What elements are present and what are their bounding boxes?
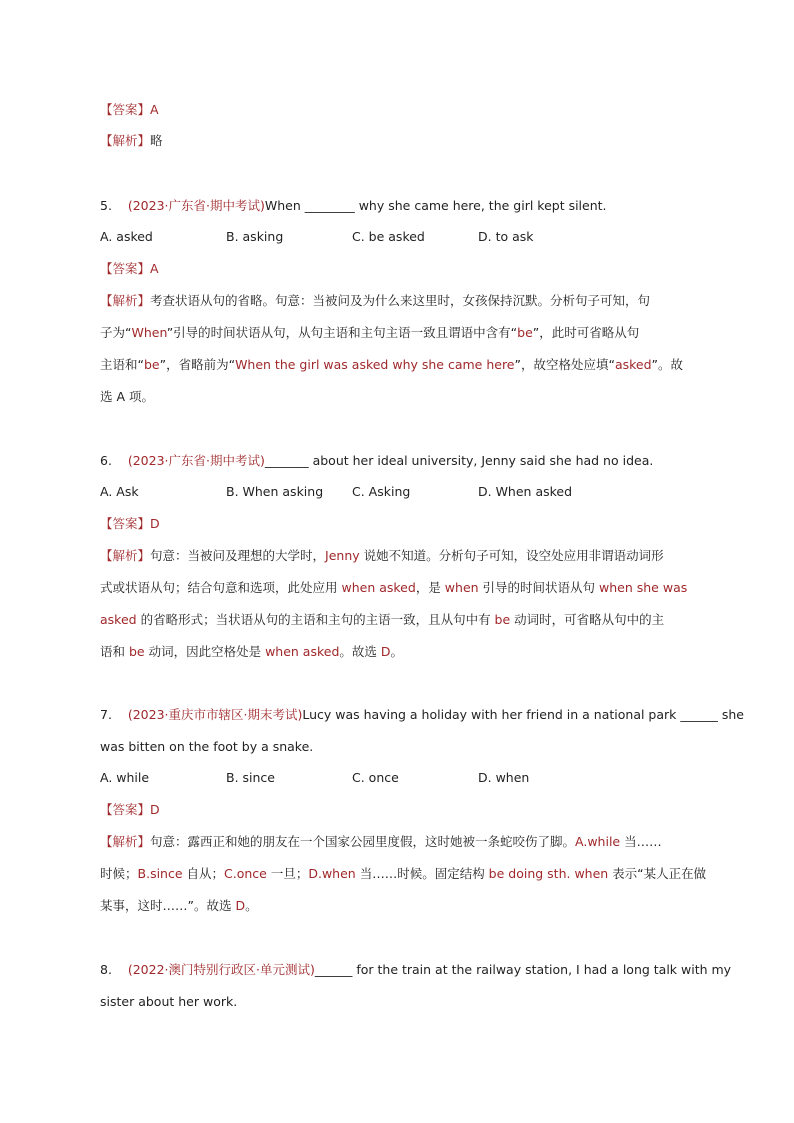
q4-analysis bbox=[100, 131, 163, 151]
analysis-text: 选 A 项。 bbox=[100, 389, 154, 404]
option-c: C. be asked bbox=[352, 229, 425, 244]
q5-answer bbox=[100, 259, 159, 279]
analysis-text: 子为“ bbox=[100, 325, 132, 340]
analysis-text: 略 bbox=[150, 133, 163, 148]
q5-analysis-line-4 bbox=[100, 387, 154, 407]
question-source: (2023·重庆市市辖区·期末考试) bbox=[127, 707, 303, 722]
answer-label: 【答案】 bbox=[100, 102, 151, 117]
option-d: D. to ask bbox=[478, 229, 534, 244]
analysis-keyword: be bbox=[143, 357, 160, 372]
analysis-keyword: be doing sth. when bbox=[488, 866, 609, 881]
q5-analysis-line-2 bbox=[100, 323, 639, 343]
analysis-label: 【解析】 bbox=[100, 834, 151, 849]
analysis-text: 。 bbox=[245, 898, 258, 913]
analysis-keyword: A.while bbox=[575, 834, 621, 849]
q5-analysis-line-1 bbox=[100, 291, 650, 311]
analysis-keyword: be bbox=[494, 612, 511, 627]
q6-answer bbox=[100, 514, 160, 534]
q6-analysis-line-4 bbox=[100, 642, 403, 662]
analysis-label: 【解析】 bbox=[100, 548, 151, 563]
q7-answer bbox=[100, 800, 160, 820]
question-source: (2023·广东省·期中考试) bbox=[127, 453, 265, 468]
analysis-keyword: when she was bbox=[599, 580, 688, 595]
analysis-keyword: asked bbox=[614, 357, 652, 372]
question-stem: Lucy was having a holiday with her friend in a national park ______ she bbox=[302, 707, 744, 722]
q4-answer bbox=[100, 100, 159, 120]
answer-value: D bbox=[150, 516, 160, 531]
option-c: C. once bbox=[352, 770, 399, 785]
analysis-text: 的省略形式；当状语从句的主语和主句的主语一致，且从句中有 bbox=[136, 612, 495, 627]
analysis-keyword: When the girl was asked why she came here bbox=[235, 357, 515, 372]
answer-label: 【答案】 bbox=[100, 516, 151, 531]
analysis-text: 动词，因此空格处是 bbox=[144, 644, 266, 659]
analysis-text: 句意：当被问及理想的大学时， bbox=[150, 548, 326, 563]
analysis-keyword: B.since bbox=[137, 866, 183, 881]
option-c: C. Asking bbox=[352, 484, 411, 499]
analysis-keyword: be bbox=[128, 644, 145, 659]
analysis-text: 当…… bbox=[620, 834, 662, 849]
option-d: D. when bbox=[478, 770, 530, 785]
question-number: 5. bbox=[100, 198, 112, 213]
q6-analysis-line-3 bbox=[100, 610, 664, 630]
option-d: D. When asked bbox=[478, 484, 573, 499]
analysis-label: 【解析】 bbox=[100, 133, 151, 148]
analysis-text: 表示“某人正在做 bbox=[608, 866, 707, 881]
answer-label: 【答案】 bbox=[100, 261, 151, 276]
q8-question-line-1 bbox=[100, 960, 731, 980]
analysis-keyword: D bbox=[235, 898, 246, 913]
q5-question bbox=[100, 196, 607, 216]
analysis-text: 一旦； bbox=[266, 866, 309, 881]
q7-analysis-line-1 bbox=[100, 832, 662, 852]
question-number: 6. bbox=[100, 453, 112, 468]
analysis-text: 动词时，可省略从句中的主 bbox=[510, 612, 665, 627]
analysis-text: 自从； bbox=[182, 866, 225, 881]
analysis-text: 。 bbox=[390, 644, 404, 659]
analysis-text: 。故选 bbox=[339, 644, 381, 659]
q7-question-line-2 bbox=[100, 737, 313, 757]
question-stem: _______ about her ideal university, Jenny said she had no idea. bbox=[264, 453, 654, 468]
analysis-text: 语和 bbox=[100, 644, 129, 659]
analysis-text: ，是 bbox=[415, 580, 445, 595]
analysis-text: 引导的时间状语从句 bbox=[478, 580, 600, 595]
analysis-keyword: when asked bbox=[265, 644, 340, 659]
question-source: (2022·澳门特别行政区·单元测试) bbox=[127, 962, 315, 977]
analysis-text: 句意：露西正和她的朋友在一个国家公园里度假，这时她被一条蛇咬伤了脚。 bbox=[150, 834, 576, 849]
answer-value: A bbox=[150, 261, 159, 276]
analysis-text: ”。故 bbox=[651, 357, 684, 372]
analysis-keyword: be bbox=[517, 325, 533, 340]
answer-label: 【答案】 bbox=[100, 802, 151, 817]
q7-question-line-1 bbox=[100, 705, 744, 725]
q7-analysis-line-3 bbox=[100, 896, 258, 916]
option-b: B. since bbox=[226, 770, 275, 785]
question-stem: sister about her work. bbox=[100, 994, 238, 1009]
analysis-text: ”，省略前为“ bbox=[159, 357, 236, 372]
q5-analysis-line-3 bbox=[100, 355, 683, 375]
answer-value: A bbox=[150, 102, 159, 117]
analysis-text: 某事，这时……”。故选 bbox=[100, 898, 236, 913]
analysis-keyword: when asked bbox=[341, 580, 416, 595]
q6-analysis-line-2 bbox=[100, 578, 687, 598]
analysis-keyword: D bbox=[380, 644, 391, 659]
analysis-text: ”，故空格处应填“ bbox=[514, 357, 615, 372]
question-number: 8. bbox=[100, 962, 112, 977]
analysis-keyword: When bbox=[131, 325, 167, 340]
analysis-text: 主语和“ bbox=[100, 357, 144, 372]
analysis-text: 当……时候。固定结构 bbox=[355, 866, 489, 881]
analysis-text: ”引导的时间状语从句，从句主语和主句主语一致且谓语中含有“ bbox=[166, 325, 518, 340]
question-stem: When ________ why she came here, the girl kept silent. bbox=[264, 198, 607, 213]
q6-question bbox=[100, 451, 653, 471]
q7-analysis-line-2 bbox=[100, 864, 706, 884]
answer-value: D bbox=[150, 802, 160, 817]
option-a: A. while bbox=[100, 770, 150, 785]
analysis-text: 说她不知道。分析句子可知，设空处应用非谓语动词形 bbox=[359, 548, 664, 563]
q8-question-line-2 bbox=[100, 992, 237, 1012]
analysis-keyword: Jenny bbox=[325, 548, 360, 563]
option-b: B. asking bbox=[226, 229, 284, 244]
analysis-text: 考查状语从句的省略。句意：当被问及为什么来这里时，女孩保持沉默。分析句子可知，句 bbox=[150, 293, 651, 308]
option-a: A. Ask bbox=[100, 484, 139, 499]
analysis-text: ”，此时可省略从句 bbox=[532, 325, 640, 340]
analysis-keyword: when bbox=[444, 580, 479, 595]
question-stem: was bitten on the foot by a snake. bbox=[100, 739, 314, 754]
question-number: 7. bbox=[100, 707, 112, 722]
option-b: B. When asking bbox=[226, 484, 324, 499]
analysis-text: 时候； bbox=[100, 866, 138, 881]
analysis-label: 【解析】 bbox=[100, 293, 151, 308]
analysis-keyword: asked bbox=[100, 612, 137, 627]
question-source: (2023·广东省·期中考试) bbox=[127, 198, 265, 213]
analysis-keyword: D.when bbox=[308, 866, 356, 881]
analysis-keyword: C.once bbox=[224, 866, 267, 881]
q6-analysis-line-1 bbox=[100, 546, 664, 566]
question-stem: ______ for the train at the railway station, I had a long talk with my bbox=[314, 962, 732, 977]
option-a: A. asked bbox=[100, 229, 153, 244]
analysis-text: 式或状语从句；结合句意和选项，此处应用 bbox=[100, 580, 342, 595]
